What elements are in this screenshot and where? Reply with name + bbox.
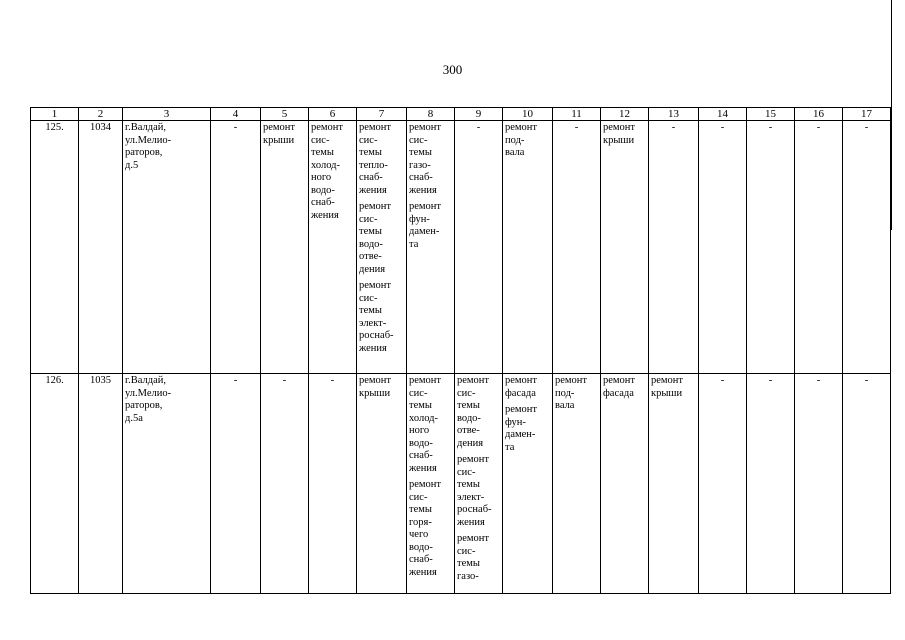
address-cell-text: г.Валдай, ул.Мелио- раторов, д.5 bbox=[125, 122, 172, 171]
work-cell-col-7 bbox=[357, 121, 407, 374]
work-cell-col-8 bbox=[407, 121, 455, 374]
work-cell-col-6 bbox=[309, 121, 357, 374]
empty-mark: - bbox=[282, 375, 287, 386]
column-number-12: 12 bbox=[601, 108, 649, 121]
work-cell-col-11 bbox=[553, 121, 601, 374]
house-code-cell-text: 1035 bbox=[90, 375, 111, 386]
empty-mark: - bbox=[768, 122, 773, 133]
column-number-11: 11 bbox=[553, 108, 601, 121]
row-number-cell-text: 125. bbox=[45, 122, 64, 133]
column-number-2: 2 bbox=[79, 108, 123, 121]
work-item: ремонт сис- темы водо- отве- дения bbox=[359, 201, 392, 275]
empty-mark: - bbox=[768, 375, 773, 386]
work-cell-col-12 bbox=[601, 121, 649, 374]
work-item: ремонт под- вала bbox=[555, 375, 588, 411]
margin-rule bbox=[891, 0, 892, 230]
work-cell-col-12 bbox=[601, 374, 649, 594]
empty-mark: - bbox=[864, 122, 869, 133]
column-number-17: 17 bbox=[843, 108, 891, 121]
address-cell bbox=[123, 121, 211, 374]
empty-mark: - bbox=[233, 122, 238, 133]
work-item: ремонт крыши bbox=[651, 375, 684, 399]
work-item: ремонт сис- темы элект- роснаб- жения bbox=[457, 454, 492, 528]
column-number-10: 10 bbox=[503, 108, 553, 121]
work-cell-col-11 bbox=[553, 374, 601, 594]
empty-mark: - bbox=[233, 375, 238, 386]
empty-mark: - bbox=[720, 375, 725, 386]
work-item: ремонт фасада bbox=[505, 375, 538, 399]
column-number-row bbox=[31, 108, 891, 121]
work-item: ремонт фун- дамен- та bbox=[409, 201, 442, 250]
work-cell-col-9 bbox=[455, 374, 503, 594]
work-cell-col-15 bbox=[747, 374, 795, 594]
row-number-cell-text: 126. bbox=[45, 375, 64, 386]
column-number-16: 16 bbox=[795, 108, 843, 121]
column-number-6: 6 bbox=[309, 108, 357, 121]
work-item: ремонт сис- темы газо- снаб- жения bbox=[409, 122, 442, 196]
column-number-3: 3 bbox=[123, 108, 211, 121]
table-row bbox=[31, 374, 891, 594]
row-number-cell bbox=[31, 374, 79, 594]
repair-schedule-table bbox=[30, 107, 891, 594]
empty-mark: - bbox=[476, 122, 481, 133]
work-item: ремонт фун- дамен- та bbox=[505, 404, 538, 453]
empty-mark: - bbox=[574, 122, 579, 133]
work-cell-col-4 bbox=[211, 374, 261, 594]
work-item: ремонт сис- темы холод- ного водо- снаб- жения bbox=[311, 122, 344, 221]
table-row bbox=[31, 121, 891, 374]
column-number-14: 14 bbox=[699, 108, 747, 121]
work-cell-col-10 bbox=[503, 374, 553, 594]
house-code-cell bbox=[79, 121, 123, 374]
work-cell-col-13 bbox=[649, 374, 699, 594]
work-item: ремонт сис- темы водо- отве- дения bbox=[457, 375, 490, 449]
work-cell-col-17 bbox=[843, 374, 891, 594]
column-number-5: 5 bbox=[261, 108, 309, 121]
work-item: ремонт крыши bbox=[263, 122, 296, 146]
column-number-13: 13 bbox=[649, 108, 699, 121]
empty-mark: - bbox=[720, 122, 725, 133]
column-number-15: 15 bbox=[747, 108, 795, 121]
work-cell-col-7 bbox=[357, 374, 407, 594]
work-item: ремонт крыши bbox=[359, 375, 392, 399]
work-cell-col-13 bbox=[649, 121, 699, 374]
work-cell-col-5 bbox=[261, 121, 309, 374]
empty-mark: - bbox=[330, 375, 335, 386]
work-cell-col-4 bbox=[211, 121, 261, 374]
work-cell-col-10 bbox=[503, 121, 553, 374]
work-item: ремонт сис- темы тепло- снаб- жения bbox=[359, 122, 392, 196]
house-code-cell bbox=[79, 374, 123, 594]
column-number-4: 4 bbox=[211, 108, 261, 121]
house-code-cell-text: 1034 bbox=[90, 122, 111, 133]
empty-mark: - bbox=[671, 122, 676, 133]
work-item: ремонт сис- темы элект- роснаб- жения bbox=[359, 280, 394, 354]
page-number: 300 bbox=[442, 62, 463, 77]
work-item: ремонт крыши bbox=[603, 122, 636, 146]
address-cell bbox=[123, 374, 211, 594]
work-item: ремонт под- вала bbox=[505, 122, 538, 158]
column-number-1: 1 bbox=[31, 108, 79, 121]
work-cell-col-17 bbox=[843, 121, 891, 374]
column-number-8: 8 bbox=[407, 108, 455, 121]
work-cell-col-16 bbox=[795, 374, 843, 594]
address-cell-text: г.Валдай, ул.Мелио- раторов, д.5а bbox=[125, 375, 172, 424]
column-number-9: 9 bbox=[455, 108, 503, 121]
row-number-cell bbox=[31, 121, 79, 374]
work-item: ремонт сис- темы газо- bbox=[457, 533, 490, 582]
work-cell-col-14 bbox=[699, 374, 747, 594]
work-cell-col-14 bbox=[699, 121, 747, 374]
work-item: ремонт фасада bbox=[603, 375, 636, 399]
work-cell-col-6 bbox=[309, 374, 357, 594]
work-item: ремонт сис- темы горя- чего водо- снаб- жения bbox=[409, 479, 442, 578]
work-cell-col-9 bbox=[455, 121, 503, 374]
empty-mark: - bbox=[864, 375, 869, 386]
work-cell-col-16 bbox=[795, 121, 843, 374]
empty-mark: - bbox=[816, 375, 821, 386]
work-cell-col-15 bbox=[747, 121, 795, 374]
work-cell-col-8 bbox=[407, 374, 455, 594]
empty-mark: - bbox=[816, 122, 821, 133]
column-number-7: 7 bbox=[357, 108, 407, 121]
work-item: ремонт сис- темы холод- ного водо- снаб- жения bbox=[409, 375, 442, 474]
work-cell-col-5 bbox=[261, 374, 309, 594]
